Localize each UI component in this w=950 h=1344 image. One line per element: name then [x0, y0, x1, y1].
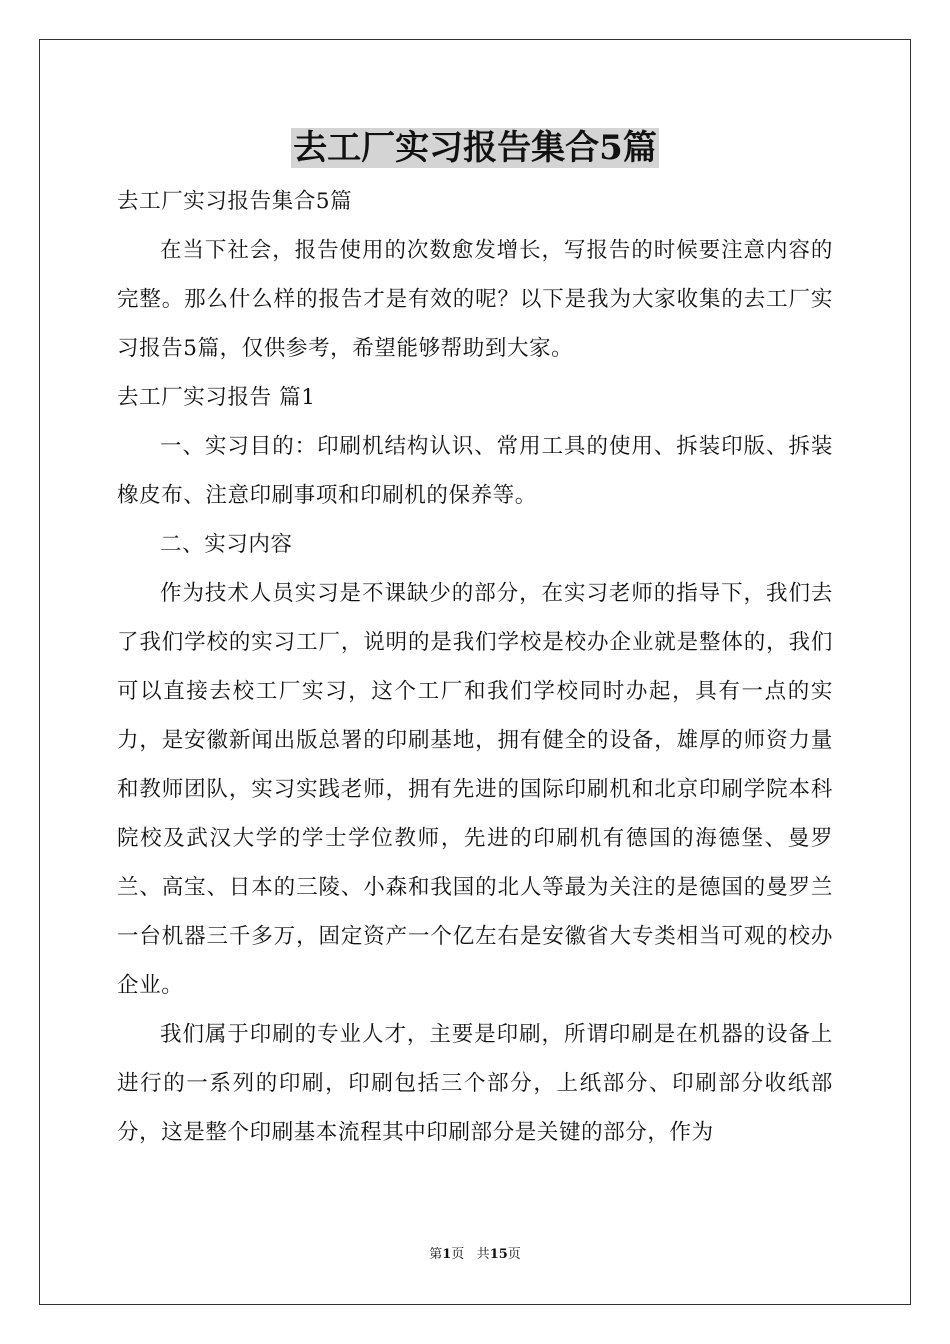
total-suffix: 页	[507, 1247, 521, 1262]
document-title-text: 去工厂实习报告集合5篇	[293, 128, 657, 168]
total-prefix: 共	[476, 1247, 490, 1262]
paragraph-subtitle: 去工厂实习报告集合5篇	[117, 189, 353, 214]
paragraph-body: 作为技术人员实习是不课缺少的部分，在实习老师的指导下，我们去了我们学校的实习工厂，说明的是我们学校是校办企业就是整体的，我们可以直接去校工厂实习，这个工厂和我们学校同时办起，具有一点的实力，是安徽新闻出版总署的印刷基地，拥有健全的设备，雄厚的师资力量和教师团队，实习实践老师，拥有先进的国际印刷机和北京印刷学院本科院校及武汉大学的学士学位教师，先进的印刷机有德国的海德堡、曼罗兰、高宝、日本的三陵、小森和我国的北人等最为关注的是德国的曼罗兰一台机器三千多万，固定资产一个亿左右是安徽省大专类相当可观的校办企业。	[117, 581, 833, 998]
page-number: 1	[442, 1247, 452, 1262]
section-heading: 去工厂实习报告 篇1	[117, 385, 316, 410]
page-suffix: 页	[451, 1247, 465, 1262]
paragraph-body: 我们属于印刷的专业人才，主要是印刷，所谓印刷是在机器的设备上进行的一系列的印刷，印刷包括三个部分，上纸部分、印刷部分收纸部分，这是整个印刷基本流程其中印刷部分是关键的部分，作为	[117, 1022, 833, 1145]
document-body	[117, 177, 833, 1157]
paragraph-purpose: 一、实习目的：印刷机结构认识、常用工具的使用、拆装印版、拆装橡皮布、注意印刷事项和印刷机的保养等。	[117, 434, 833, 508]
total-pages: 15	[489, 1247, 508, 1262]
page-footer	[0, 1246, 950, 1264]
page-prefix: 第	[429, 1247, 443, 1262]
document-title	[0, 122, 950, 174]
paragraph-intro: 在当下社会，报告使用的次数愈发增长，写报告的时候要注意内容的完整。那么什么样的报告才是有效的呢？以下是我为大家收集的去工厂实习报告5篇，仅供参考，希望能够帮助到大家。	[117, 238, 833, 361]
paragraph-content-heading: 二、实习内容	[160, 532, 293, 557]
